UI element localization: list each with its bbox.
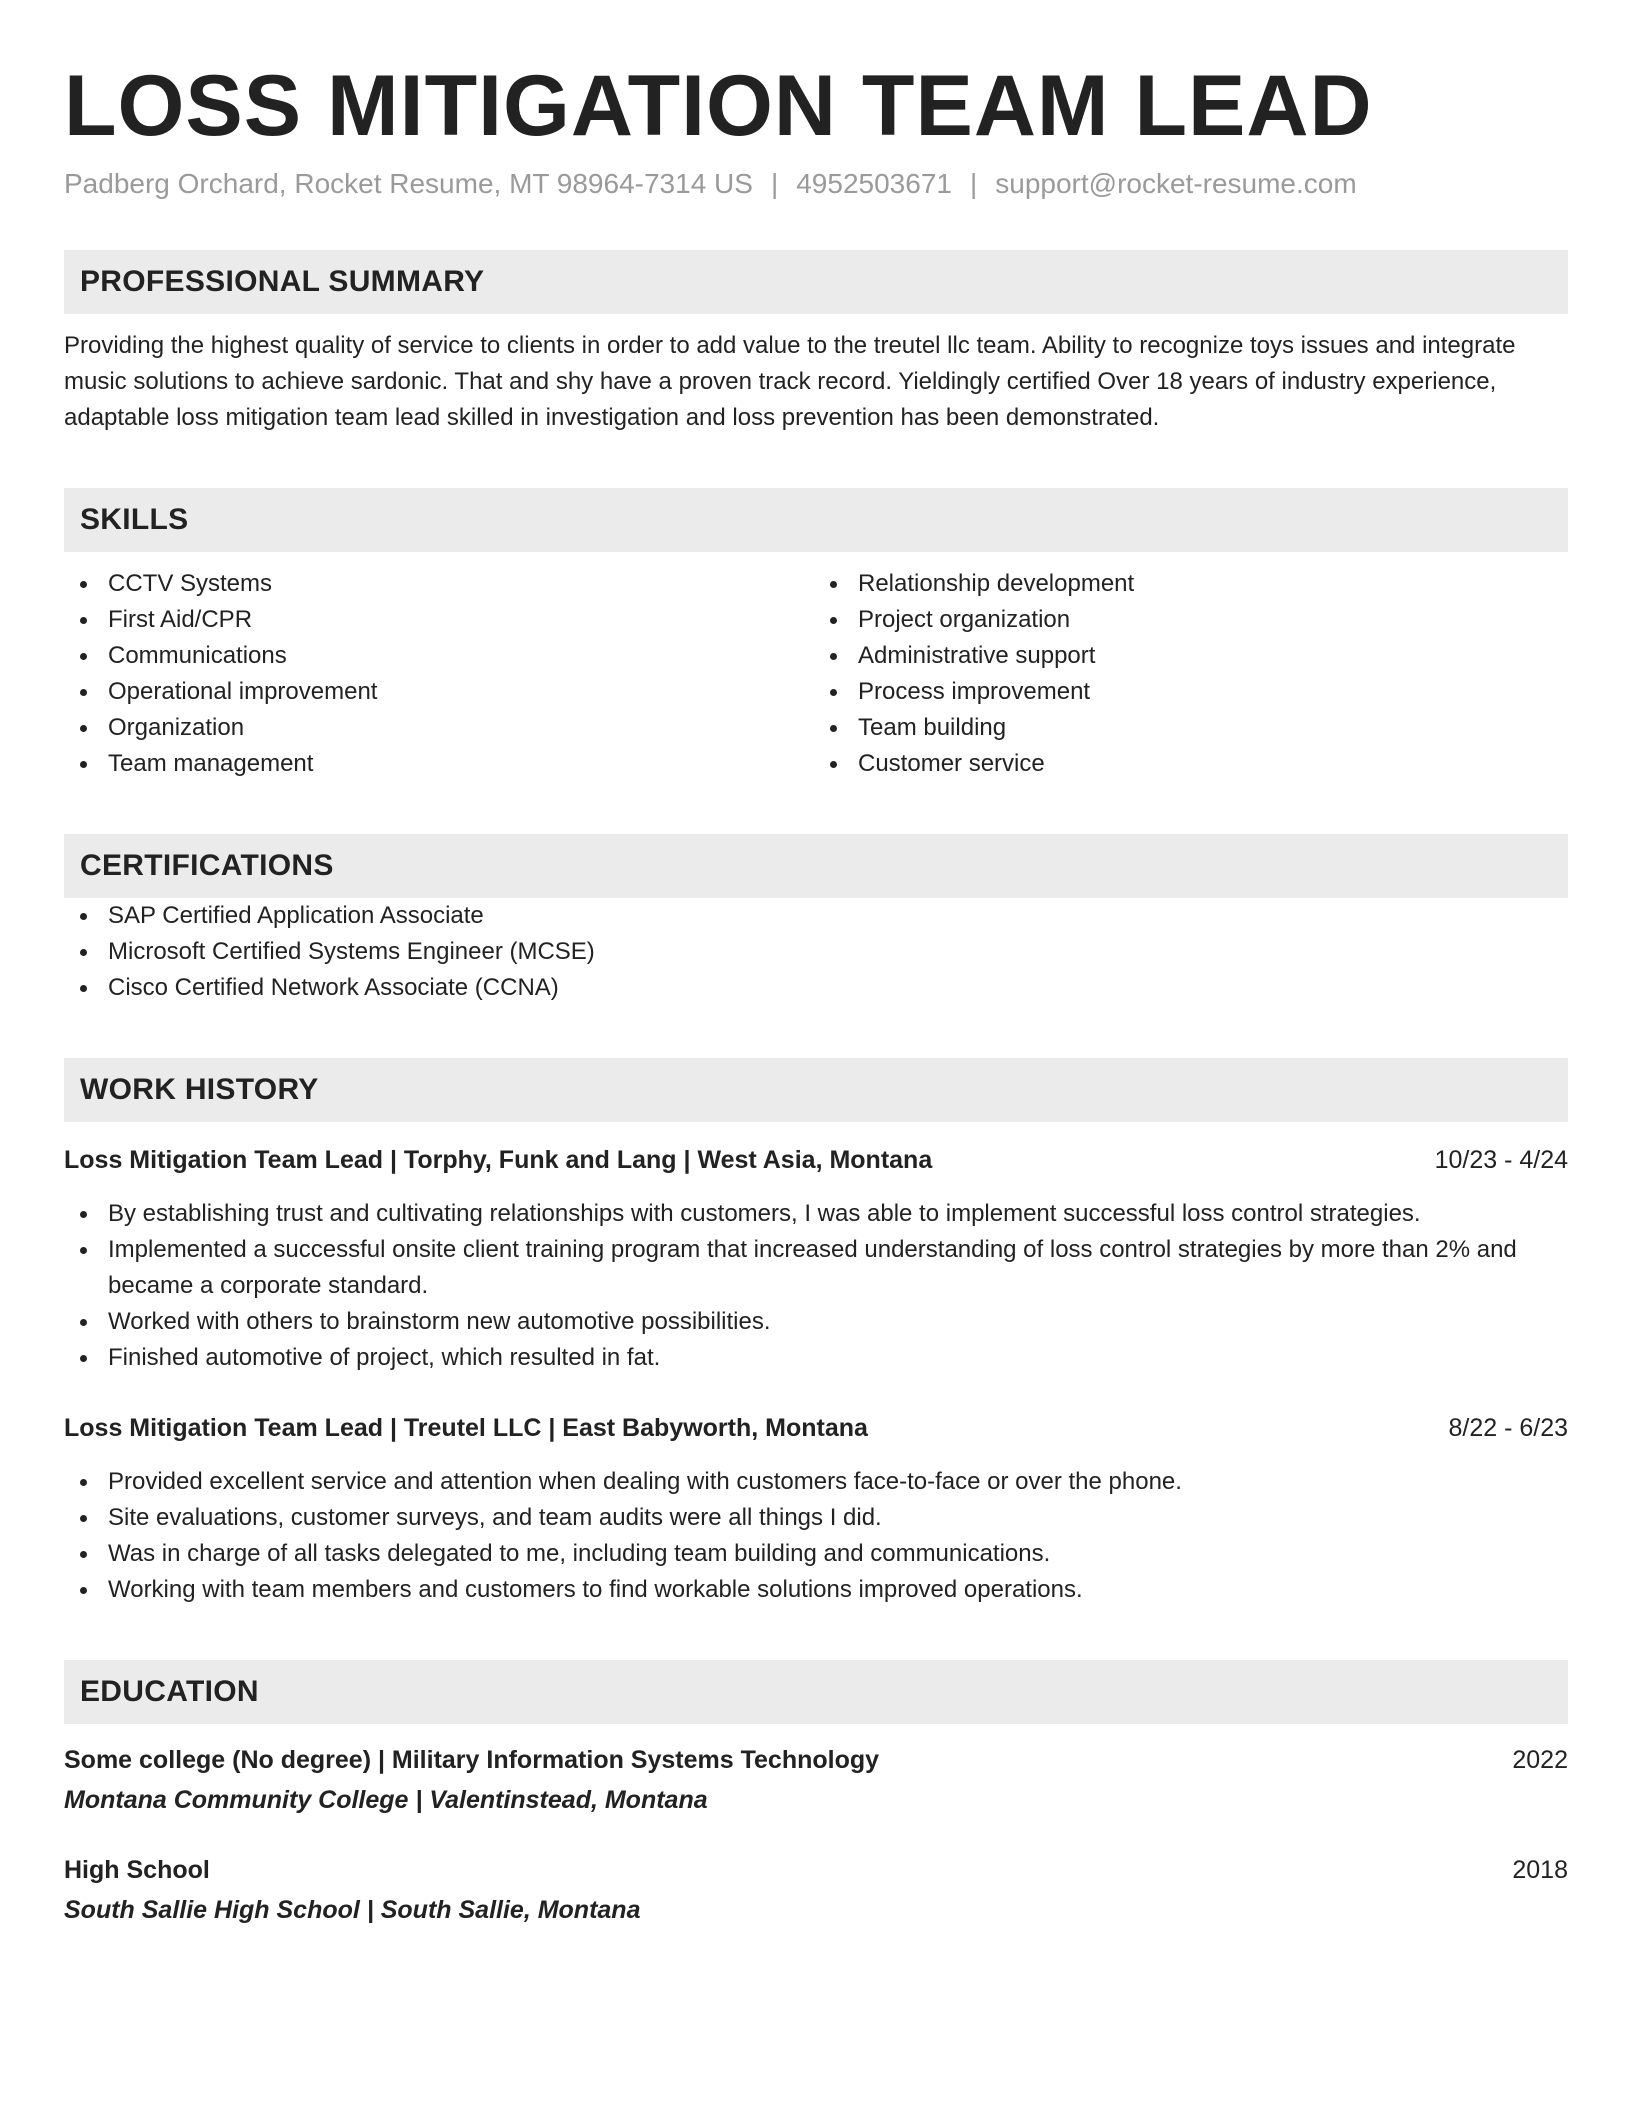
education-school: Montana Community College | Valentinstead, Montana — [64, 1786, 708, 1815]
list-item: First Aid/CPR — [64, 602, 816, 638]
job-dates: 10/23 - 4/24 — [1434, 1146, 1568, 1175]
list-item: Administrative support — [814, 638, 1566, 674]
list-item: Working with team members and customers to find workable solutions improved operations. — [64, 1572, 1568, 1608]
contact-separator: | — [969, 167, 978, 199]
job-header — [64, 1410, 1568, 1446]
summary-text: Providing the highest quality of service to clients in order to add value to the treutel llc team. Ability to recognize toys issues and integrate music solutions to achieve sardonic. That and shy have a proven track record. Yieldingly certified Over 18 years of industry experience, adaptable loss mitigation team lead skilled in investigation and loss prevention has been demonstrated. — [64, 332, 1516, 432]
education-title: Some college (No degree) | Military Information Systems Technology — [64, 1746, 880, 1775]
section-header-certifications: CERTIFICATIONS — [64, 834, 1568, 898]
education-title: High School — [64, 1856, 210, 1885]
section-header-summary: PROFESSIONAL SUMMARY — [64, 250, 1568, 314]
skills-list — [64, 566, 1568, 782]
candidate-name: LOSS MITIGATION TEAM LEAD — [64, 58, 1373, 154]
skills-column-left — [64, 566, 816, 782]
education-header — [64, 1852, 1568, 1888]
contact-email[interactable]: support@rocket-resume.com — [995, 167, 1357, 199]
list-item: Was in charge of all tasks delegated to me, including team building and communications. — [64, 1536, 1568, 1572]
list-item: Communications — [64, 638, 816, 674]
list-item: Microsoft Certified Systems Engineer (MCSE) — [64, 934, 1568, 970]
job-bullets — [64, 1196, 1568, 1376]
list-item: Finished automotive of project, which resulted in fat. — [64, 1340, 1568, 1376]
section-header-skills: SKILLS — [64, 488, 1568, 552]
list-item: Customer service — [814, 746, 1566, 782]
job-bullets — [64, 1464, 1568, 1608]
list-item: CCTV Systems — [64, 566, 816, 602]
list-item: Worked with others to brainstorm new automotive possibilities. — [64, 1304, 1568, 1340]
list-item: SAP Certified Application Associate — [64, 898, 1568, 934]
list-item: Project organization — [814, 602, 1566, 638]
list-item: Provided excellent service and attention when dealing with customers face-to-face or over the phone. — [64, 1464, 1568, 1500]
contact-line — [64, 167, 1568, 201]
contact-address: Padberg Orchard, Rocket Resume, MT 98964-7314 US — [64, 167, 753, 199]
education-year: 2022 — [1512, 1746, 1568, 1775]
contact-phone: 4952503671 — [796, 167, 952, 199]
job-title: Loss Mitigation Team Lead | Torphy, Funk and Lang | West Asia, Montana — [64, 1146, 933, 1175]
education-entry — [64, 1742, 1568, 1818]
job-entry — [64, 1410, 1568, 1608]
list-item: Cisco Certified Network Associate (CCNA) — [64, 970, 1568, 1006]
certifications-list — [64, 898, 1568, 1006]
education-school: South Sallie High School | South Sallie, Montana — [64, 1896, 641, 1925]
list-item: Operational improvement — [64, 674, 816, 710]
job-entry — [64, 1142, 1568, 1376]
list-item: Team building — [814, 710, 1566, 746]
section-header-work-history: WORK HISTORY — [64, 1058, 1568, 1122]
list-item: Site evaluations, customer surveys, and team audits were all things I did. — [64, 1500, 1568, 1536]
section-header-education: EDUCATION — [64, 1660, 1568, 1724]
list-item: By establishing trust and cultivating relationships with customers, I was able to implement successful loss control strategies. — [64, 1196, 1568, 1232]
education-year: 2018 — [1512, 1856, 1568, 1885]
skills-column-right — [814, 566, 1566, 782]
education-entry — [64, 1852, 1568, 1928]
job-dates: 8/22 - 6/23 — [1448, 1414, 1568, 1443]
list-item: Organization — [64, 710, 816, 746]
list-item: Team management — [64, 746, 816, 782]
job-title: Loss Mitigation Team Lead | Treutel LLC | East Babyworth, Montana — [64, 1414, 868, 1443]
education-header — [64, 1742, 1568, 1778]
contact-separator: | — [770, 167, 779, 199]
job-header — [64, 1142, 1568, 1178]
list-item: Implemented a successful onsite client training program that increased understanding of loss control strategies by more than 2% and became a corporate standard. — [64, 1232, 1568, 1304]
list-item: Relationship development — [814, 566, 1566, 602]
list-item: Process improvement — [814, 674, 1566, 710]
